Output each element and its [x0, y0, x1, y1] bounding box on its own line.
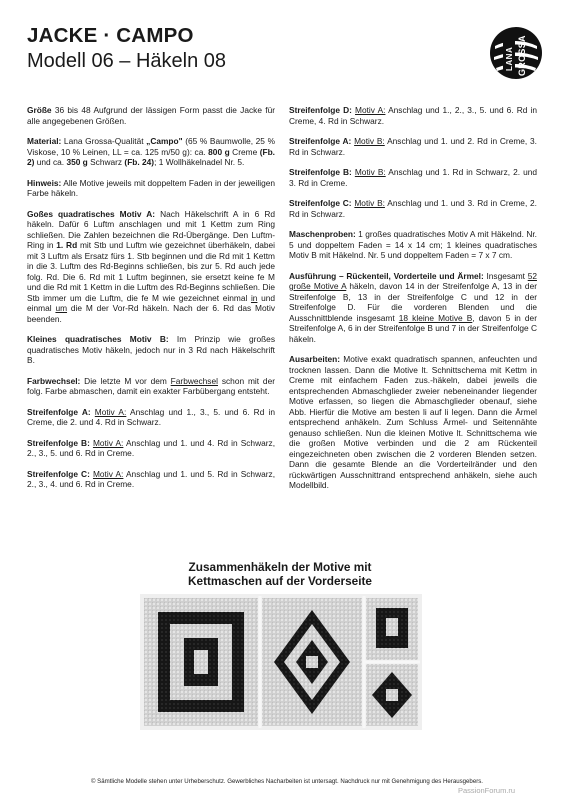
stripe-a-paragraph: Streifenfolge A: Motiv A: Anschlag und 1., 3., 5. und 6. Rd in Creme, die 2. und 4. Rd in Schwarz.	[27, 406, 275, 427]
execution-paragraph: Ausführung – Rückenteil, Vorderteile und Ärmel: Insgesamt 52 große Motive A häkeln, davon 14 in der Streifenfolge A, 13 in der Streifenfolge B, 13 in der Streifenfolge C und 12 in der Streifenfolge D. Für die vorderen Blenden und die Ausschnittblende insgesamt 18 kleine Motive B, davon 5 in der Streifenfolge A, 6 in der Streifenfolge B und 7 in der Streifenfolge C häkeln.	[289, 270, 537, 344]
size-paragraph: Größe 36 bis 48 Aufgrund der lässigen Form passt die Jacke für alle angegebenen Größen.	[27, 105, 275, 126]
svg-text:GROSSA: GROSSA	[517, 35, 527, 76]
watermark: PassionForum.ru	[458, 786, 516, 795]
stripe-c-motif-b-paragraph: Streifenfolge C: Motiv B: Anschlag und 1. und 3. Rd in Creme, 2. Rd in Schwarz.	[289, 198, 537, 219]
hint-paragraph: Hinweis: Alle Motive jeweils mit doppeltem Faden in der jeweiligen Farbe häkeln.	[27, 177, 275, 198]
figure-caption: Zusammenhäkeln der Motive mit Kettmaschen auf der Vorderseite	[187, 560, 372, 588]
color-change-paragraph: Farbwechsel: Die letzte M vor dem Farbwechsel schon mit der folg. Farbe abmaschen, damit ein exakter Farbübergang entsteht.	[27, 375, 275, 396]
stripe-b-paragraph: Streifenfolge B: Motiv A: Anschlag und 1. und 4. Rd in Schwarz, 2., 3., 5. und 6. Rd in Creme.	[27, 437, 276, 458]
motif-center	[262, 598, 362, 726]
motif-a-paragraph: Goßes quadratisches Motiv A: Nach Häkelschrift A in 6 Rd häkeln. Dafür 6 Luftm anschlagen und mit 1 Kettm zum Ring schließen. Die Zahlen bezeichnen die Rd-Übergänge. Den Luftm-Ring in 1. Rd mit Stb und Luftm wie gezeichnet überhäkeln, dabei mit 3 Luftm als Ersatz fürs 1. Stb beginnen und die Rd mit 1 Kettm in die 3. Luftm des Rd-Beginns schließen, bis zur 5. Rd auch jede folg. Rd. Die 6. Rd mit 1 Luftm beginnen, sie ersetzt keine fe M und die Rd mit 1 Kettm in die Luftm des Rd-Beginns schließen. Die Stb immer um die Luftm, die fe M wie gezeichnet einmal in und einmal um die M der Vor-Rd häkeln. Nach der 6. Rd das Motiv beenden.	[27, 208, 275, 324]
right-column	[289, 105, 537, 501]
motif-b-paragraph: Kleines quadratisches Motiv B: Im Prinzip wie großes quadratisches Motiv häkeln, jedoch nur in 3 Rd nach Häkelschrift B.	[27, 334, 275, 365]
stripe-d-paragraph: Streifenfolge D: Motiv A: Anschlag und 1., 2., 3., 5. und 6. Rd in Creme, 4. Rd in Schwarz.	[289, 105, 537, 126]
stripe-c-paragraph: Streifenfolge C: Motiv A: Anschlag und 1. und 5. Rd in Schwarz, 2., 3., 4. und 6. Rd in Creme.	[27, 468, 276, 489]
material-paragraph: Material: Lana Grossa-Qualität „Campo" (65 % Baumwolle, 25 % Viskose, 10 % Leinen, LL = ca. 125 m/50 g): ca. 800 g Creme (Fb. 2) und ca. 350 g Schwarz (Fb. 24); 1 Wollhäkelnadel Nr. 5.	[27, 136, 275, 167]
page-title: JACKE · CAMPO	[27, 24, 194, 47]
stripe-a-motif-b-paragraph: Streifenfolge A: Motiv B: Anschlag und 1. und 2. Rd in Creme, 3. Rd in Schwarz.	[289, 136, 538, 157]
stripe-b-motif-b-paragraph: Streifenfolge B: Motiv B: Anschlag und 1. Rd in Schwarz, 2. und 3. Rd in Creme.	[289, 167, 537, 188]
copyright-footer: © Sämtliche Modelle stehen unter Urheberschutz. Gewerbliches Nacharbeiten ist untersagt. Nachdruck nur mit Genehmigung des Herausgebers.	[91, 778, 483, 785]
motif-left	[144, 598, 258, 726]
page-header	[27, 24, 547, 86]
crochet-motifs-photo	[140, 594, 422, 730]
svg-text:LANA: LANA	[505, 46, 514, 71]
left-column	[27, 105, 275, 500]
page-subtitle: Modell 06 – Häkeln 08	[27, 50, 227, 72]
lana-grossa-logo	[489, 26, 543, 80]
gauge-paragraph: Maschenproben: 1 großes quadratisches Motiv A mit Häkelnd. Nr. 5 und doppeltem Faden = 14 x 14 cm; 1 kleines quadratisches Motiv B mit Häkelnd. Nr. 5 und doppeltem Faden = 7 x 7 cm.	[289, 229, 537, 260]
finishing-paragraph: Ausarbeiten: Motive exakt quadratisch spannen, anfeuchten und trocknen lassen. Dann die Motive lt. Schnittschema mit Kettm in Creme mit einfachem Faden zus.-häkeln, dabei jeweils die entsprechenden Abmaschglieder zweier nebeneinander liegender Motive erfassen, so liegen die Abmaschglieder obenauf, siehe Abb. Hierfür die Motive am besten li auf li legen. Dann die Ärmel entsprechend anhäkeln. Zum Schluss Ärmel- und Seitennähte genauso schließen. Nun die kleinen Motive lt. Schnittschema wie die großen Motive verbinden und die 2 am Rückenteil eingezeichneten oben zwischen die 2 vorderen Blenden setzen. Dann die gesamte Blende an die Vorderteilränder und den rückwärtigen Ausschnittrand entsprechend anhäkeln, siehe auch Modellbild.	[289, 354, 537, 490]
